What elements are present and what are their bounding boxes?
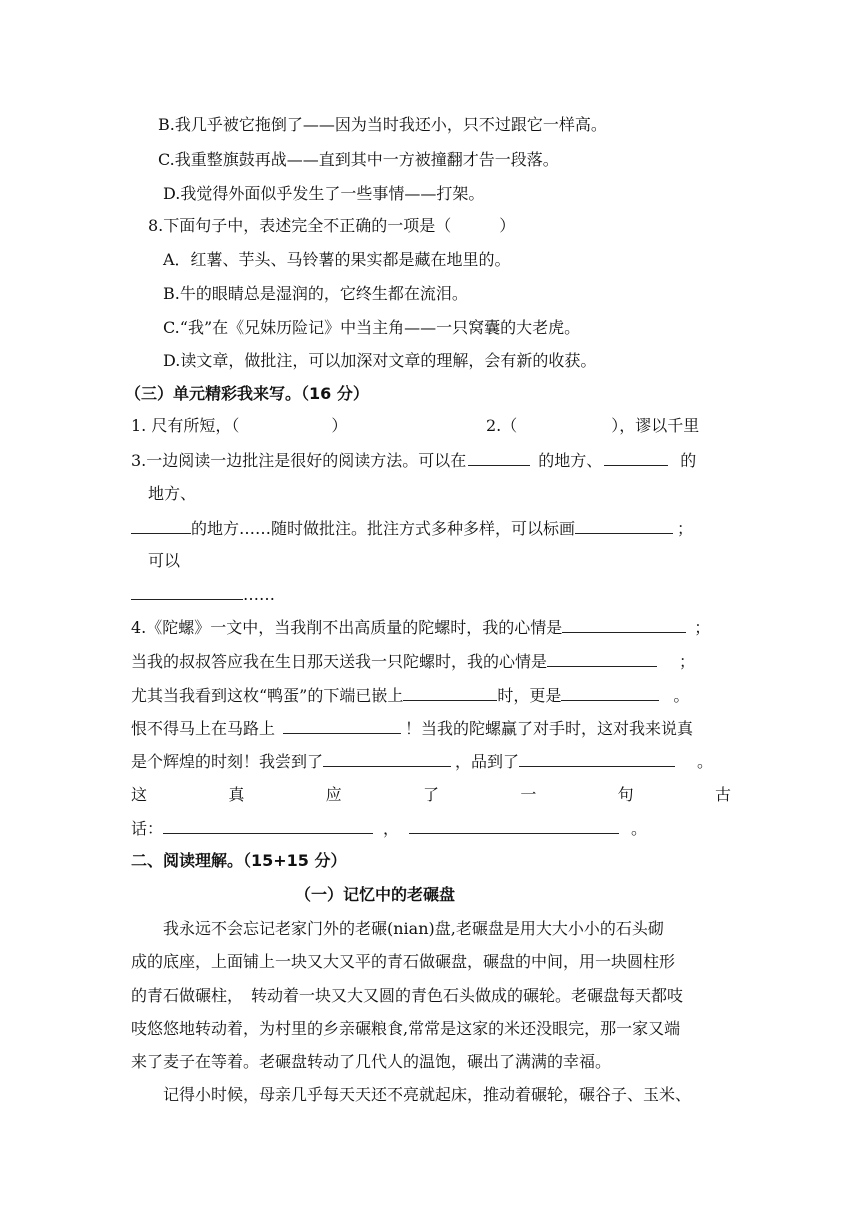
q4-text-1b: ； — [694, 618, 711, 637]
q4-text-4b: ！当我的陀螺赢了对手时，这对我来说真 — [405, 719, 694, 738]
q3-text-f: ； — [677, 519, 694, 538]
q3-text-h: …… — [243, 585, 275, 604]
q3-text-e: 的地方……随时做批注。批注方式多种多样，可以标画 — [191, 519, 576, 538]
q2-text-a: 2.（ — [486, 416, 518, 435]
q3-line5 — [131, 583, 275, 606]
q4-char: 句 — [617, 785, 634, 804]
para1-line3: 的青石做碾柱， 转动着一块又大又圆的青色石头做成的碾轮。老碾盘每天都吱 — [131, 986, 684, 1005]
q3-blank-2[interactable] — [604, 449, 668, 466]
reading-title: （一）记忆中的老碾盘 — [295, 885, 456, 904]
q3-text-a: 3.一边阅读一边批注是很好的阅读方法。可以在 — [131, 451, 467, 470]
q4-text-2b: ； — [679, 652, 696, 671]
q3-text-c: 的 — [680, 451, 697, 470]
q4-char: 应 — [325, 785, 342, 804]
q4-text-5c: 。 — [697, 752, 714, 771]
q4-blank-7[interactable] — [519, 750, 675, 767]
para1-line1: 我永远不会忘记老家门外的老碾(nian)盘,老碾盘是用大大小小的石头砌 — [163, 919, 664, 938]
q4-line5 — [131, 750, 713, 773]
q4-line2 — [131, 650, 695, 673]
q4-blank-9[interactable] — [409, 817, 619, 834]
q4-char: 古 — [714, 785, 731, 804]
q8-option-a: A．红薯、芋头、马铃薯的果实都是藏在地里的。 — [163, 250, 511, 269]
part2-heading: 二、阅读理解。（15+15 分） — [131, 851, 347, 870]
q2-text-b: ），谬以千里 — [611, 416, 700, 435]
para2-line1: 记得小时候，母亲几乎每天天还不亮就起床，推动着碾轮，碾谷子、玉米、 — [163, 1085, 692, 1104]
option-b-prev: B.我几乎被它拖倒了——因为当时我还小，只不过跟它一样高。 — [158, 115, 607, 134]
q4-text-3a: 尤其当我看到这枚“鸭蛋”的下端已嵌上 — [131, 686, 404, 705]
q3-line2: 地方、 — [148, 484, 197, 503]
q4-char: 了 — [422, 785, 439, 804]
q4-line3 — [131, 684, 689, 707]
option-c-prev: C.我重整旗鼓再战——直到其中一方被撞翻才告一段落。 — [158, 150, 559, 169]
q4-text-7c: 。 — [631, 819, 648, 838]
q4-blank-1[interactable] — [562, 616, 686, 633]
section3-heading: （三）单元精彩我来写。（16 分） — [125, 384, 369, 403]
q8-stem: 8.下面句子中，表述完全不正确的一项是（ ） — [148, 216, 516, 235]
q4-text-7b: ， — [383, 819, 400, 838]
q4-blank-8[interactable] — [163, 817, 373, 834]
option-d-prev: D.我觉得外面似乎发生了一些事情——打架。 — [163, 184, 485, 203]
q4-blank-5[interactable] — [283, 717, 401, 734]
q4-line7 — [131, 817, 647, 840]
q4-blank-2[interactable] — [547, 650, 657, 667]
q3-blank-1[interactable] — [468, 449, 530, 466]
q8-option-d: D.读文章，做批注，可以加深对文章的理解，会有新的收获。 — [163, 351, 597, 370]
q4-text-5a: 是个辉煌的时刻！我尝到了 — [131, 752, 324, 771]
q3-text-b: 的地方、 — [538, 451, 603, 470]
q3-blank-4[interactable] — [575, 517, 673, 534]
q1-proverb — [131, 415, 347, 437]
q4-text-4a: 恨不得马上在马路上 — [131, 719, 276, 738]
para1-line4: 吱悠悠地转动着，为村里的乡亲碾粮食,常常是这家的米还没眼完，那一家又端 — [131, 1019, 681, 1038]
q4-char: 这 — [131, 785, 148, 804]
para1-line5: 来了麦子在等着。老碾盘转动了几代人的温饱，碾出了满满的幸福。 — [131, 1052, 612, 1071]
q3-blank-3[interactable] — [131, 517, 191, 534]
q4-char: 真 — [228, 785, 245, 804]
q4-text-1a: 4.《陀螺》一文中，当我削不出高质量的陀螺时，我的心情是 — [131, 618, 563, 637]
q4-text-3c: 。 — [673, 686, 690, 705]
q4-blank-4[interactable] — [561, 684, 659, 701]
q4-blank-3[interactable] — [403, 684, 497, 701]
para1-line2: 成的底座，上面铺上一块又大又平的青石做碾盘，碾盘的中间，用一块圆柱形 — [131, 952, 676, 971]
q1-text-b: ） — [331, 416, 348, 435]
q3-line4: 可以 — [148, 551, 181, 570]
q4-line6-justified — [131, 784, 731, 806]
q4-blank-6[interactable] — [323, 750, 451, 767]
q1-text-a: 1. 尺有所短，（ — [131, 416, 240, 435]
q4-line4 — [131, 717, 693, 740]
q4-text-5b: ，品到了 — [455, 752, 520, 771]
q4-text-3b: 时，更是 — [497, 686, 562, 705]
q2-proverb — [486, 415, 699, 437]
q3-line3 — [131, 517, 693, 540]
q8-option-b: B.牛的眼睛总是湿润的，它终生都在流泪。 — [163, 284, 468, 303]
q3-blank-5[interactable] — [131, 583, 243, 600]
q8-option-c: C.“我”在《兄妹历险记》中当主角——一只窝囊的大老虎。 — [163, 318, 581, 337]
q4-char: 一 — [520, 785, 537, 804]
q4-text-7a: 话： — [131, 819, 164, 838]
q4-line1 — [131, 616, 710, 639]
q4-text-2a: 当我的叔叔答应我在生日那天送我一只陀螺时，我的心情是 — [131, 652, 548, 671]
q3-line1 — [131, 449, 696, 472]
